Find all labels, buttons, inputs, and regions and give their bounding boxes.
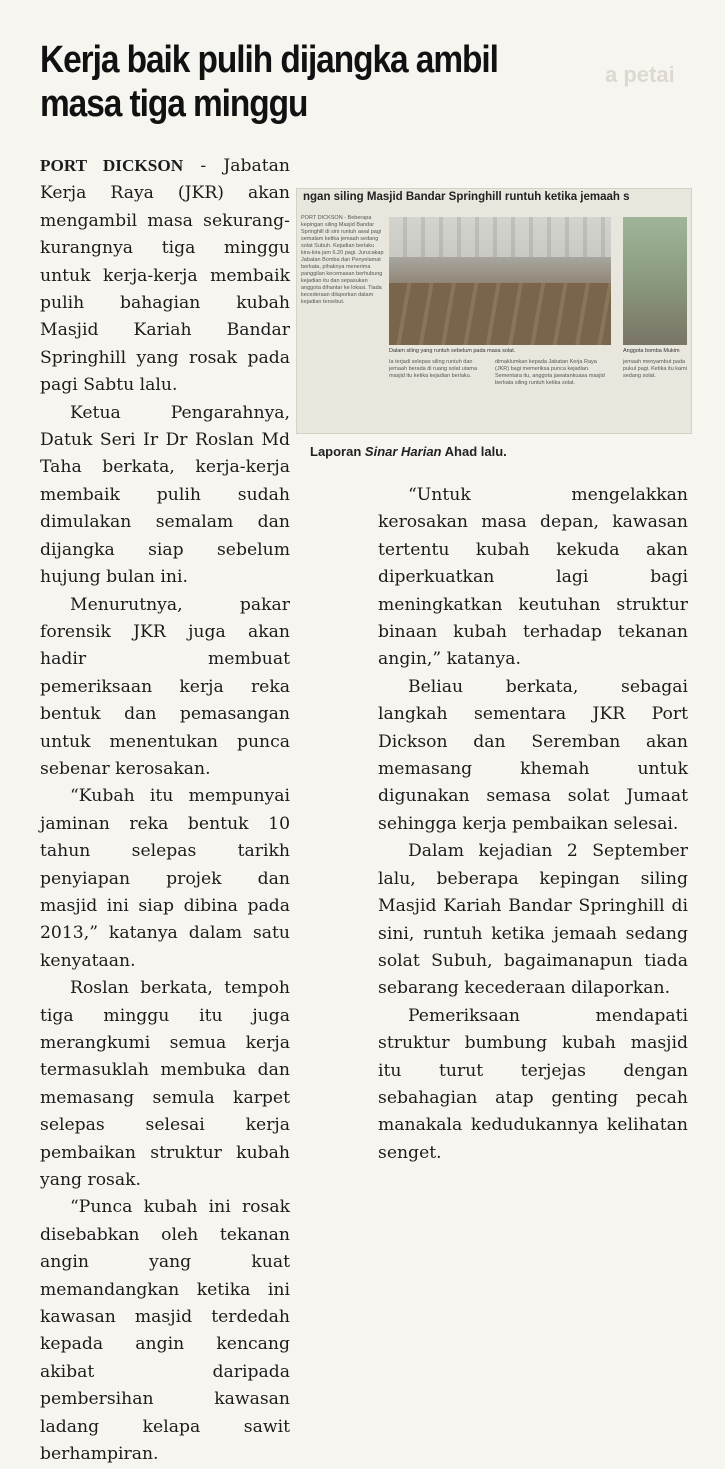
clipping-body-text: Ia terjadi selepas siling runtuh dan jemaah berada di ruang solat utama masjid itu ketika kejadian berlaku. — [389, 359, 478, 379]
newspaper-clipping-image — [296, 188, 692, 434]
mosque-interior-photo — [389, 217, 611, 345]
clipping-photo2-caption: Anggota bomba Mukim — [623, 348, 680, 354]
bleed-through-text: a petai — [605, 62, 675, 87]
clipping-body-text: dimaklumkan kepada Jabatan Kerja Raya (JKR) bagi memeriksa punca kejadian. Sementara itu, anggota jawatankuasa masjid berkata siling runtuh ketika solat. — [495, 359, 605, 386]
clipping-photo-caption: Dalam siling yang runtuh sebelum pada masa solat. — [389, 348, 516, 354]
article-paragraph: Pemeriksaan mendapati struktur bumbung kubah masjid itu turut terjejas dengan sebahagian atap genting pecah manakala kedudukannya kelihatan senget. — [378, 1005, 688, 1163]
article-paragraph: Ketua Pengarahnya, Datuk Seri Ir Dr Roslan Md Taha berkata, kerja-kerja membaik pulih sudah dimulakan semalam dan dijangka siap sebelum hujung bulan ini. — [40, 402, 290, 588]
clipping-headline: ngan siling Masjid Bandar Springhill runtuh ketika jemaah s — [303, 191, 630, 203]
clipping-body-text: jemaah menyambut pada pukul pagi. Ketika itu kami sedang solat. — [623, 359, 687, 379]
article-paragraph: Menurutnya, pakar forensik JKR juga akan hadir membuat pemeriksaan kerja reka bentuk dan pemasangan untuk menentukan punca sebenar kerosakan. — [40, 594, 290, 779]
article-column-left — [40, 152, 290, 1469]
headline-line-2: masa tiga minggu — [40, 83, 308, 125]
article-paragraph: Beliau berkata, sebagai langkah sementara JKR Port Dickson dan Seremban akan memasang khemah untuk digunakan semasa solat Jumaat sehingga kerja pembaikan selesai. — [378, 676, 688, 834]
firefighter-photo — [623, 217, 687, 345]
article-paragraph: PORT DICKSON - Jabatan Kerja Raya (JKR) akan mengambil masa sekurang-kurangnya tiga minggu untuk kerja-kerja membaik pulih bahagian kubah Masjid Kariah Bandar Springhill yang rosak pada pagi Sabtu lalu. — [40, 156, 290, 396]
clipping-body-text: PORT DICKSON - Beberapa kepingan siling Masjid Bandar Springhill di sini runtuh awal pagi semalam ketika jemaah sedang solat Subuh. Kejadian berlaku kira-kira jam 6.20 pagi. Jurucakap Jabatan Bomba dan Penyelamat berkata, pihaknya menerima panggilan kecemasan berhubung kejadian itu dan sepasukan anggota dihantar ke lokasi. Tiada kecederaan dilaporkan dalam kejadian tersebut. — [301, 215, 384, 305]
article-paragraph: “Kubah itu mempunyai jaminan reka bentuk 10 tahun selepas tarikh penyiapan projek dan masjid ini siap dibina pada 2013,” katanya dalam satu kenyataan. — [40, 786, 290, 971]
dateline: PORT DICKSON — [40, 156, 184, 175]
clipping-caption: Laporan Sinar Harian Ahad lalu. — [310, 444, 507, 459]
article-paragraph: Roslan berkata, tempoh tiga minggu itu juga merangkumi semua kerja termasuklah membuka dan memasang semula karpet selepas selesai kerja pembaikan struktur kubah yang rosak. — [40, 978, 290, 1191]
headline-line-1: Kerja baik pulih dijangka ambil — [40, 39, 498, 81]
article-column-right — [378, 482, 688, 1167]
article-paragraph: “Untuk mengelakkan kerosakan masa depan, kawasan tertentu kubah kekuda akan diperkuatkan lagi bagi meningkatkan keutuhan struktur binaan kubah terhadap tekanan angin,” katanya. — [378, 485, 688, 670]
headline — [40, 38, 533, 126]
article-paragraph: Dalam kejadian 2 September lalu, beberapa kepingan siling Masjid Kariah Bandar Springhill di sini, runtuh ketika jemaah sedang solat Subuh, bagaimanapun tiada sebarang kecederaan dilaporkan. — [378, 841, 688, 999]
article-paragraph: “Punca kubah ini rosak disebabkan oleh tekanan angin yang kuat memandangkan ketika ini kawasan masjid terdedah kepada angin kencang akibat daripada pembersihan kawasan ladang kelapa sawit berhampiran. — [40, 1197, 290, 1465]
